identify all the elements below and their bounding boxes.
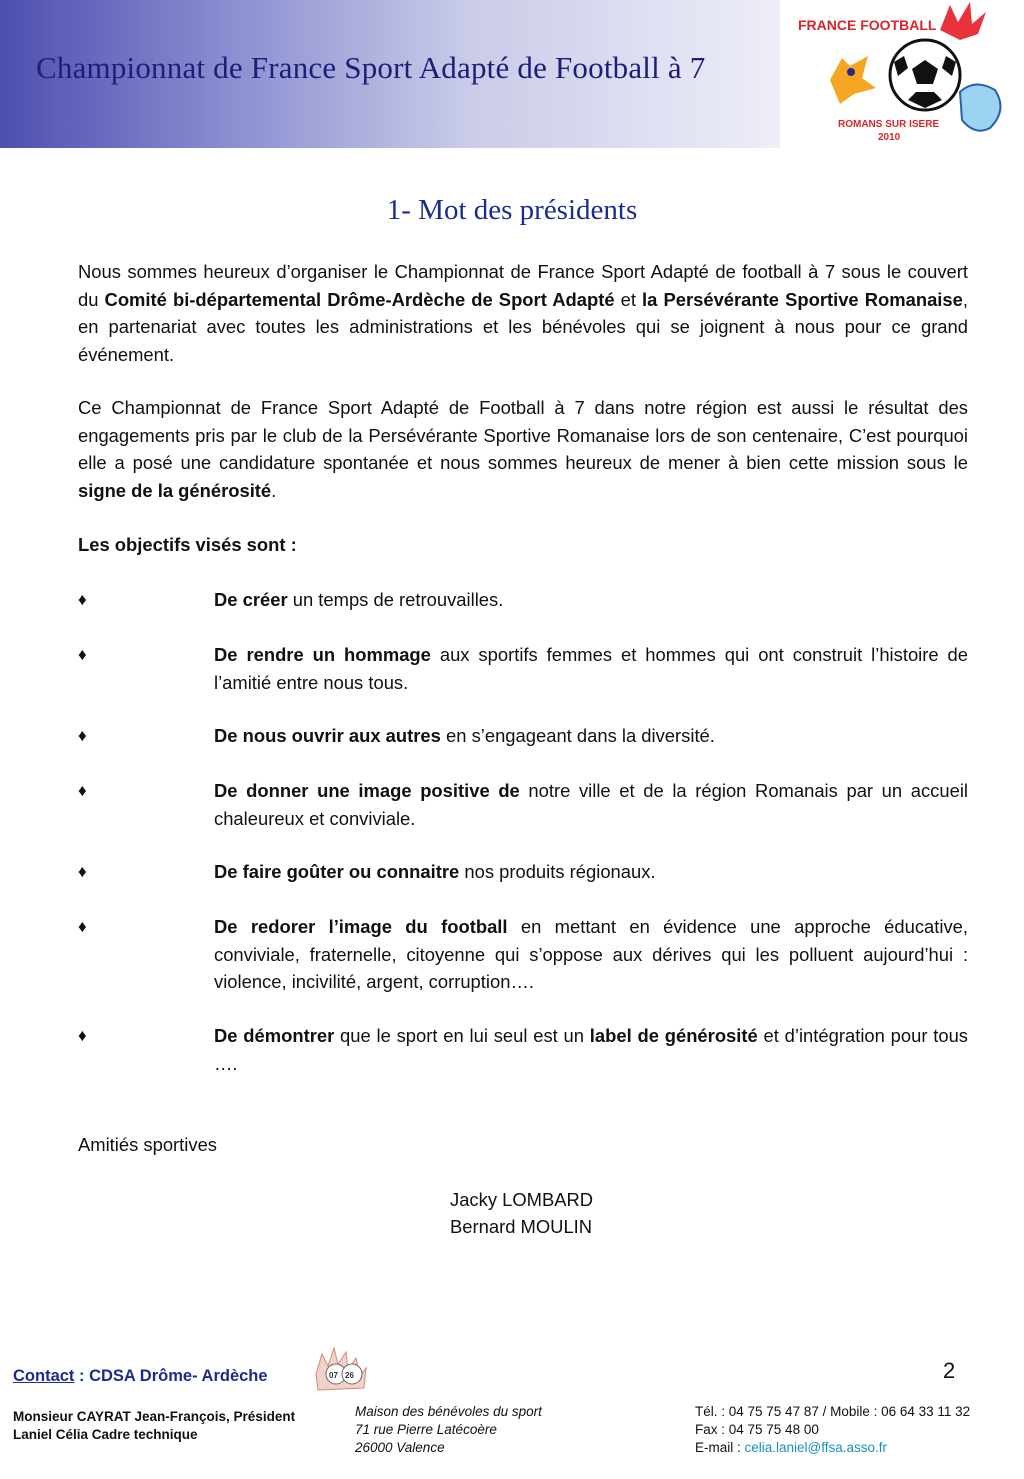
- svg-text:07: 07: [329, 1371, 338, 1380]
- document-title: Championnat de France Sport Adapté de Football à 7: [36, 50, 706, 85]
- intro-paragraph-1: Nous sommes heureux d’organiser le Championnat de France Sport Adapté de football à 7 sous le couvert du Comité bi-départemental Drôme-Ardèche de Sport Adapté et la Persévérante Sportive Romanaise, en partenariat avec toutes les administrations et les bénévoles qui se joignent à nous pour ce grand événement.: [78, 261, 968, 365]
- page-number: 2: [943, 1358, 956, 1383]
- diamond-bullet-icon: ♦: [78, 1026, 87, 1045]
- svg-text:26: 26: [345, 1371, 354, 1380]
- diamond-bullet-icon: ♦: [78, 917, 87, 936]
- objective-text: De faire goûter ou connaitre nos produits régionaux.: [214, 861, 656, 882]
- diamond-bullet-icon: ♦: [78, 726, 87, 745]
- cdsa-logo: [308, 1344, 374, 1396]
- blue-mascot: [960, 84, 1000, 130]
- objective-text: De démontrer que le sport en lui seul est un label de générosité et d’intégration pour tous ….: [214, 1025, 968, 1074]
- signer-name: Bernard MOULIN: [450, 1216, 593, 1237]
- objectives-heading: Les objectifs visés sont :: [78, 534, 297, 555]
- objective-text: De redorer l’image du football en mettant en évidence une approche éducative, conviviale, fraternelle, citoyenne qui s’oppose aux dérives qui les polluent aujourd’hui : violence, incivilité, argent, corruption….: [214, 916, 968, 992]
- diamond-bullet-icon: ♦: [78, 862, 87, 881]
- logo-year: 2010: [878, 132, 901, 143]
- logo-text-bottom: ROMANS SUR ISERE: [838, 119, 940, 130]
- objective-text: De créer un temps de retrouvailles.: [214, 589, 504, 610]
- section-title: 1- Mot des présidents: [386, 194, 638, 226]
- red-mascot: [940, 2, 986, 40]
- footer-contact: Contact : CDSA Drôme- Ardèche: [13, 1367, 268, 1385]
- diamond-bullet-icon: ♦: [78, 781, 87, 800]
- logo-text-top: FRANCE FOOTBALL: [798, 17, 937, 33]
- signer-name: Jacky LOMBARD: [450, 1189, 594, 1210]
- footer-address: Maison des bénévoles du sport 71 rue Pierre Latécoère 26000 Valence: [355, 1404, 542, 1455]
- objective-text: De nous ouvrir aux autres en s’engageant dans la diversité.: [214, 725, 715, 746]
- objective-text: De rendre un hommage aux sportifs femmes et hommes qui ont construit l’histoire de l’amitié entre nous tous.: [214, 644, 969, 693]
- email-link[interactable]: celia.laniel@ffsa.asso.fr: [744, 1440, 888, 1455]
- intro-paragraph-2: Ce Championnat de France Sport Adapté de Football à 7 dans notre région est aussi le résultat des engagements pris par le club de la Persévérante Sportive Romanaise lors de son centenaire, C’est pourquoi elle a posé une candidature spontanée et nous sommes heureux de mener à bien cette mission sous le signe de la générosité.: [78, 397, 968, 501]
- footer-phone-contact: Tél. : 04 75 75 47 87 / Mobile : 06 64 33 11 32 Fax : 04 75 75 48 00 E-mail : celia.laniel@ffsa.asso.fr: [695, 1404, 971, 1455]
- objective-text: De donner une image positive de notre ville et de la région Romanais par un accueil chaleureux et conviviale.: [214, 780, 969, 829]
- footer-people: Monsieur CAYRAT Jean-François, Président Laniel Célia Cadre technique: [13, 1409, 296, 1442]
- closing-greeting: Amitiés sportives: [78, 1134, 217, 1155]
- france-football-logo: [790, 0, 1024, 148]
- contact-link[interactable]: Contact: [13, 1367, 75, 1385]
- diamond-bullet-icon: ♦: [78, 590, 87, 609]
- orange-mascot: [830, 56, 876, 104]
- diamond-bullet-icon: ♦: [78, 645, 87, 664]
